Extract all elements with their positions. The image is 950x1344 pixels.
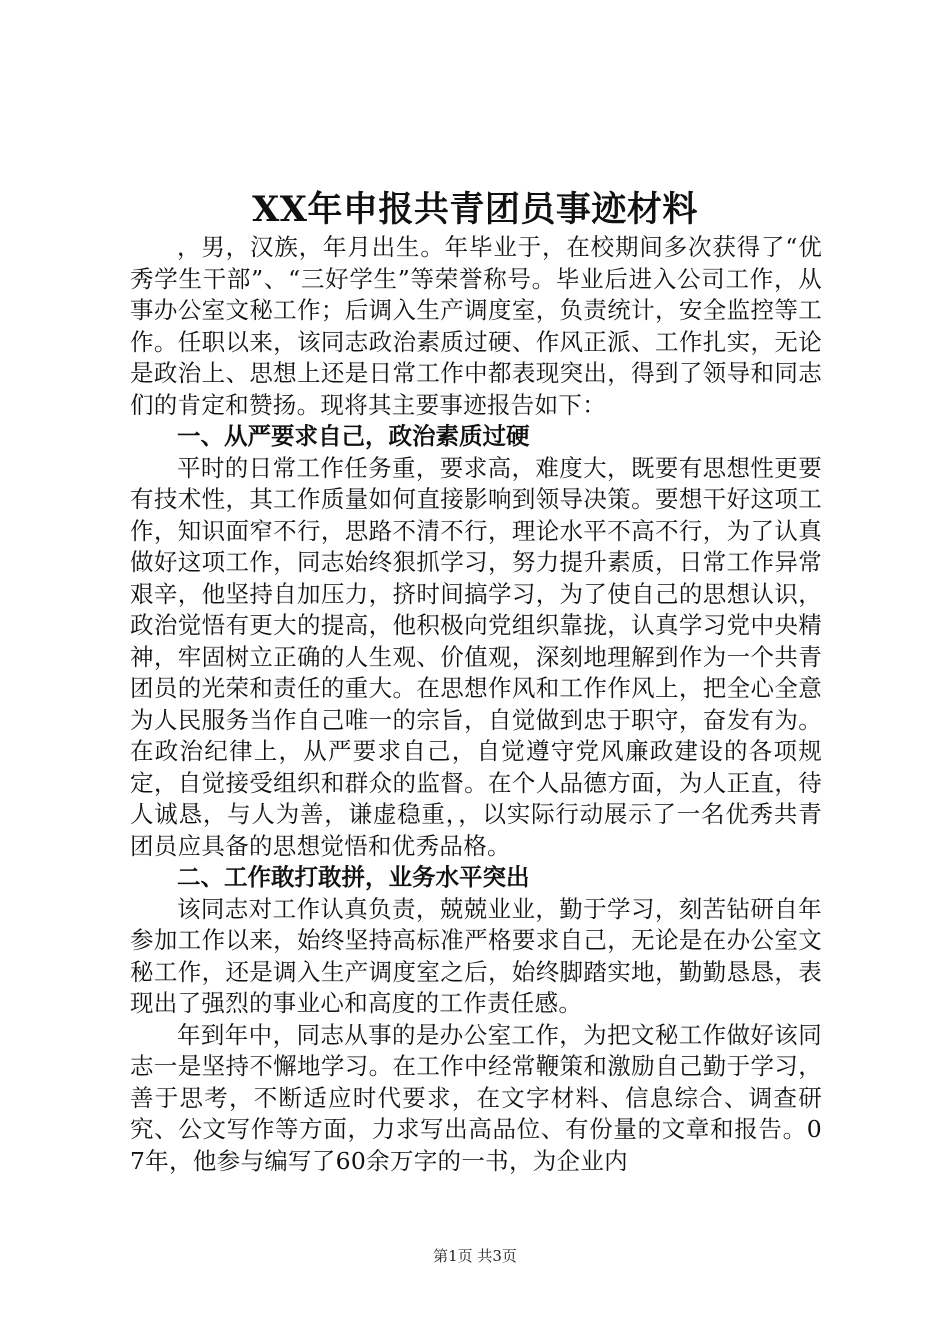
- document-body: [130, 232, 822, 1177]
- section-2-paragraph-1: 该同志对工作认真负责，兢兢业业，勤于学习，刻苦钻研自年参加工作以来，始终坚持高标准严格要求自己，无论是在办公室文秘工作，还是调入生产调度室之后，始终脚踏实地，勤勤恳恳，表现出了强烈的事业心和高度的工作责任感。: [130, 894, 822, 1017]
- section-1-paragraph: 平时的日常工作任务重，要求高，难度大，既要有思想性更要有技术性，其工作质量如何直接影响到领导决策。要想干好这项工作，知识面窄不行，思路不清不行，理论水平不高不行，为了认真做好这项工作，同志始终狠抓学习，努力提升素质，日常工作异常艰辛，他坚持自加压力，挤时间搞学习，为了使自己的思想认识，政治觉悟有更大的提高，他积极向党组织靠拢，认真学习党中央精神，牢固树立正确的人生观、价值观，深刻地理解到作为一个共青团员的光荣和责任的重大。在思想作风和工作作风上，把全心全意为人民服务当作自己唯一的宗旨，自觉做到忠于职守，奋发有为。在政治纪律上，从严要求自己，自觉遵守党风廉政建设的各项规定，自觉接受组织和群众的监督。在个人品德方面，为人正直，待人诚恳，与人为善，谦虚稳重，，以实际行动展示了一名优秀共青团员应具备的思想觉悟和优秀品格。: [130, 453, 822, 860]
- section-heading-2: 二、工作敢打敢拼，业务水平突出: [177, 863, 530, 891]
- intro-paragraph: ，男，汉族，年月出生。年毕业于，在校期间多次获得了“优秀学生干部”、“三好学生”等荣誉称号。毕业后进入公司工作，从事办公室文秘工作；后调入生产调度室，负责统计，安全监控等工作。任职以来，该同志政治素质过硬、作风正派、工作扎实，无论是政治上、思想上还是日常工作中都表现突出，得到了领导和同志们的肯定和赞扬。现将其主要事迹报告如下：: [130, 233, 822, 419]
- document-title: XX年申报共青团员事迹材料: [252, 189, 698, 230]
- section-2-paragraph-2: 年到年中，同志从事的是办公室工作，为把文秘工作做好该同志一是坚持不懈地学习。在工作中经常鞭策和激励自己勤于学习，善于思考，不断适应时代要求，在文字材料、信息综合、调查研究、公文写作等方面，力求写出高品位、有份量的文章和报告。07年，他参与编写了60余万字的一书，为企业内: [130, 1020, 822, 1175]
- section-heading-1: 一、从严要求自己，政治素质过硬: [177, 422, 530, 450]
- page-number-footer: 第1页 共3页: [433, 1247, 517, 1265]
